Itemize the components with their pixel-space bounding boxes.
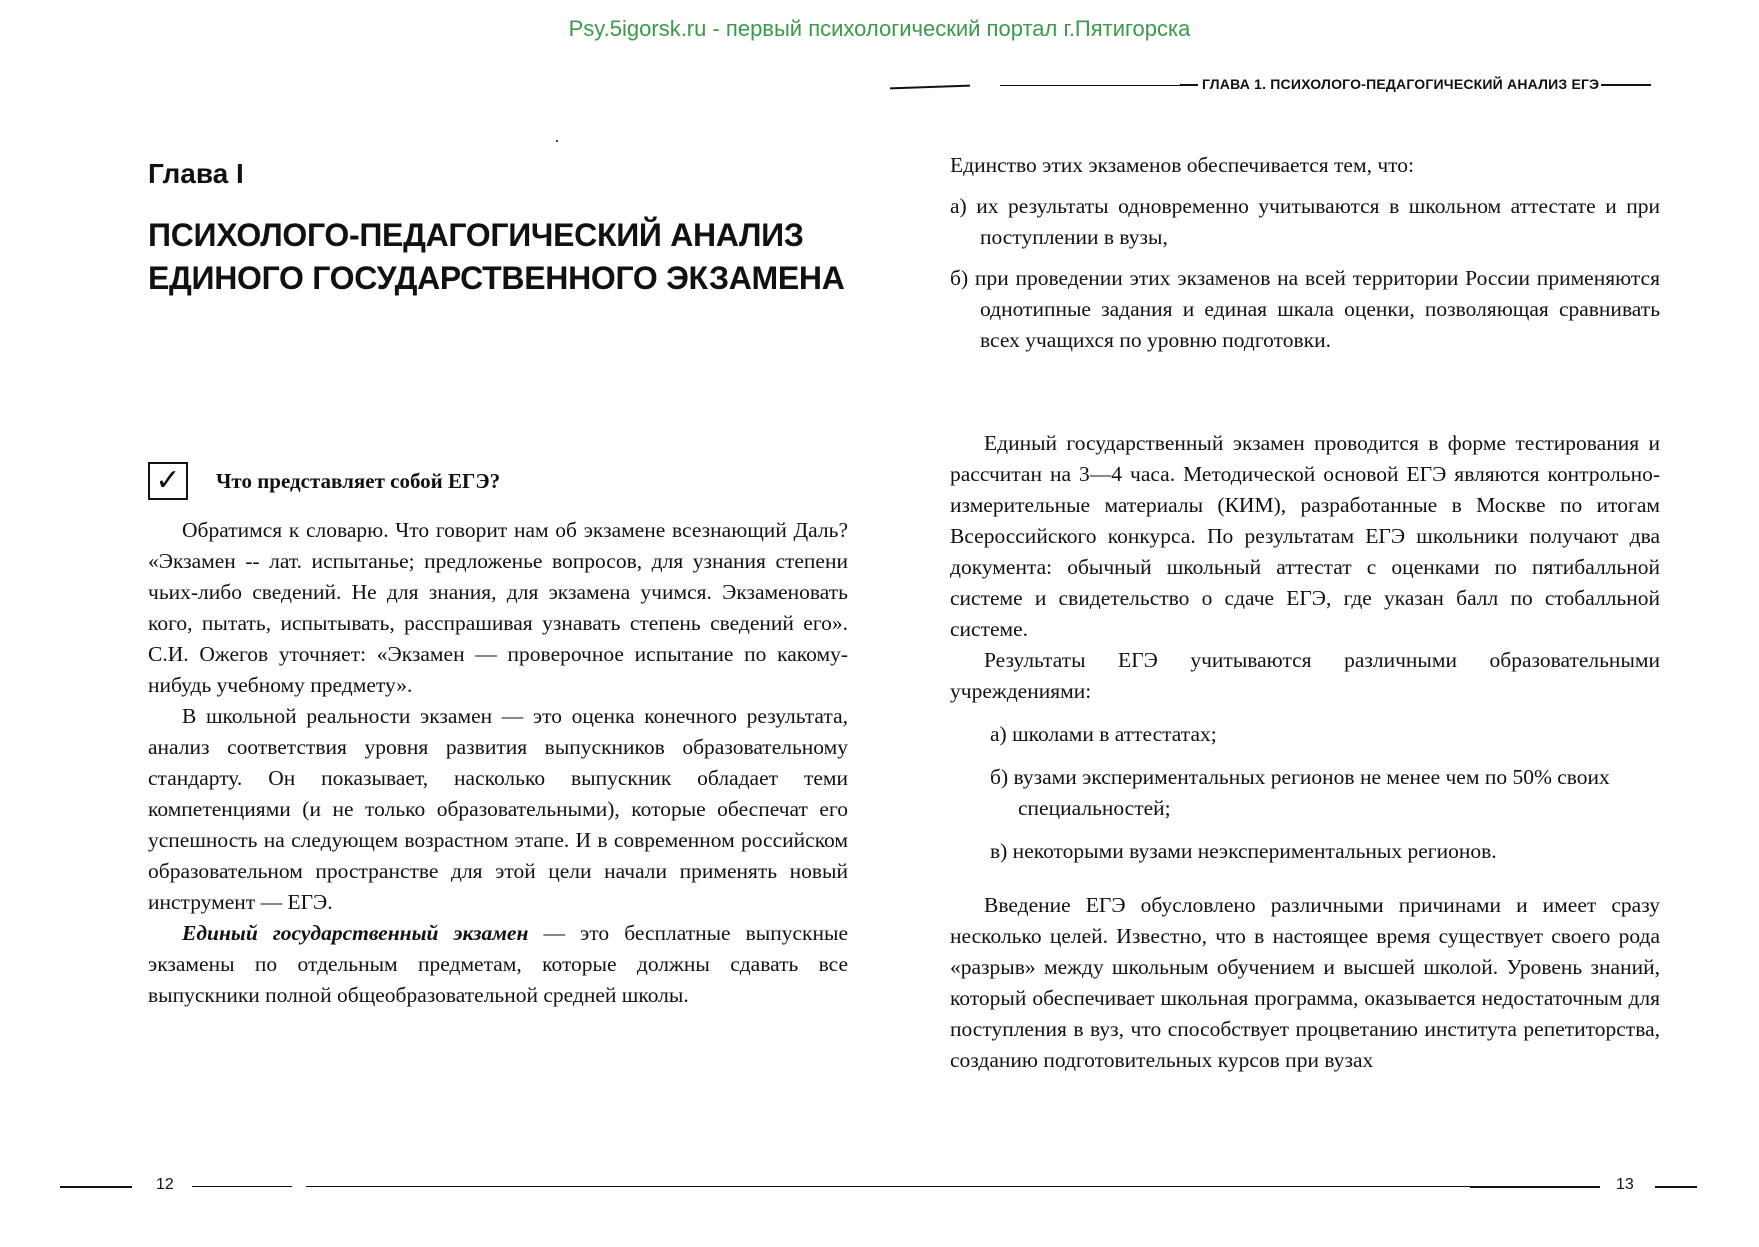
chapter-label: Глава I (148, 158, 244, 189)
rule-decoration (60, 1186, 132, 1188)
definition-paragraph (148, 918, 848, 1011)
unity-block (950, 150, 1660, 356)
rule-decoration (306, 1186, 1596, 1187)
paragraph: Результаты ЕГЭ учитываются различными образовательными учреждениями: (950, 648, 1660, 703)
chapter-title-line: ПСИХОЛОГО-ПЕДАГОГИЧЕСКИЙ АНАЛИЗ (148, 217, 804, 253)
exam-form-block (950, 428, 1660, 867)
left-page (148, 150, 848, 1007)
paragraph: Обратимся к словарю. Что говорит нам об экзамене всезнающий Даль? «Экзамен -- лат. испытанье; предложенье вопросов, для узнания степени чьих-либо сведений. Не для знания, для экзамена учимся. Экзаменовать кого, пытать, испытывать, расспрашивая узнавать степень сведений его». С.И. Ожегов уточняет: «Экзамен — проверочное испытание по какому-нибудь учебному предмету». (148, 518, 848, 697)
scan-speck (556, 140, 558, 142)
list-item: а) школами в аттестатах; (990, 722, 1217, 746)
rule-decoration (1655, 1186, 1697, 1188)
paragraph: Введение ЕГЭ обусловлено различными причинами и имеет сразу несколько целей. Известно, что в настоящее время существует своего рода «разрыв» между школьным обучением и высшей школой. Уровень знаний, который обеспечивает школьная программа, оказывается недостаточным для поступления в вуз, что способствует процветанию института репетиторства, созданию подготовительных курсов при вузах (950, 893, 1660, 1072)
definition-text: — это бесплатные выпускные экзамены по отдельным предметам, которые должны сдавать все выпускники полной общеобразовательной средней школы. (148, 921, 848, 1007)
page-number-left: 12 (156, 1176, 174, 1193)
chapter-title (148, 214, 848, 300)
page-footer (0, 1176, 1759, 1196)
definition-term: Единый государственный экзамен (182, 921, 529, 945)
list-item: б) вузами экспериментальных регионов не менее чем по 50% своих специальностей; (990, 765, 1610, 820)
paragraph: Единый государственный экзамен проводится в форме тестирования и рассчитан на 3—4 часа. Методической основой ЕГЭ являются контрольно-измерительные материалы (КИМ), разработанные в Москве по итогам Всероссийского конкурса. По результатам ЕГЭ школьники получают два документа: обычный школьный аттестат с оценками по пятибалльной системе и свидетельство о сдаче ЕГЭ, где указан балл по стобалльной системе. (950, 431, 1660, 641)
paragraph: В школьной реальности экзамен — это оценка конечного результата, анализ соответствия уровня развития выпускников образовательному стандарту. Он показывает, насколько выпускник обладает теми компетенциями (и не только образовательными), которые обеспечат его успешность на следующем возрастном этапе. И в современном российском образовательном пространстве для этой цели начали применять новый инструмент — ЕГЭ. (148, 704, 848, 914)
section-title: Что представляет собой ЕГЭ? (216, 468, 501, 493)
rule-decoration (890, 85, 970, 90)
chapter-title-line: ЕДИНОГО ГОСУДАРСТВЕННОГО ЭКЗАМЕНА (148, 260, 845, 296)
running-head-text: ГЛАВА 1. ПСИХОЛОГО-ПЕДАГОГИЧЕСКИЙ АНАЛИЗ ЕГЭ (1180, 76, 1651, 92)
section-heading (148, 462, 500, 500)
list-item: в) некоторыми вузами неэкспериментальных регионов. (990, 839, 1497, 863)
running-head (890, 76, 1690, 96)
paragraph: Единство этих экзаменов обеспечивается тем, что: (950, 153, 1414, 177)
list-item: а) их результаты одновременно учитываются в школьном аттестате и при поступлении в вузы, (950, 194, 1660, 249)
site-watermark: Psy.5igorsk.ru - первый психологический портал г.Пятигорска (568, 16, 1191, 41)
rule-decoration (192, 1186, 292, 1187)
left-body (148, 515, 848, 1011)
checkbox-checked-icon: ✓ (148, 462, 188, 500)
list-item: б) при проведении этих экзаменов на всей территории России применяются однотипные задания и единая шкала оценки, позволяющая сравнивать всех учащихся по уровню подготовки. (950, 266, 1660, 352)
rule-decoration (1470, 1186, 1600, 1188)
rule-decoration (1000, 85, 1180, 86)
introduction-block (950, 890, 1660, 1076)
page-number-right: 13 (1616, 1176, 1634, 1193)
